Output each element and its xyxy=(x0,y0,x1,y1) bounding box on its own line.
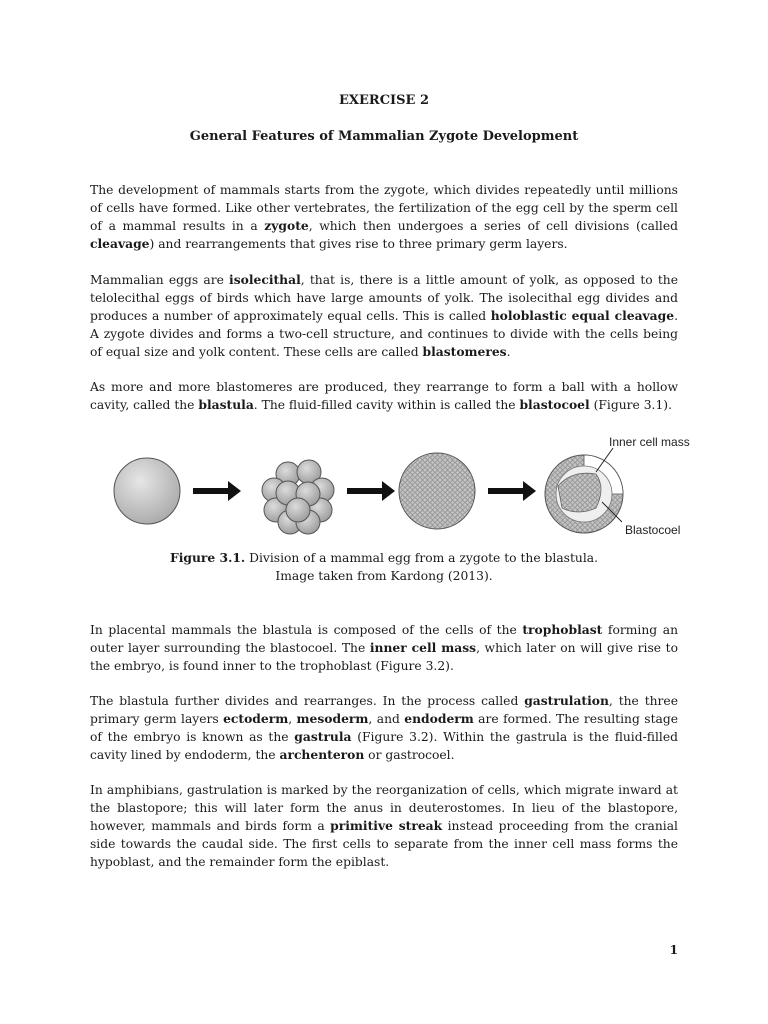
text-run: (Figure 3.2). Within the gastrula is the fluid-filled cavity lined by endoderm, the xyxy=(90,730,678,763)
paragraph-intro xyxy=(90,181,678,253)
caption-line-1 xyxy=(90,549,678,567)
arrow-icon xyxy=(193,481,241,501)
figure-caption xyxy=(90,549,678,585)
text-run: In placental mammals the blastula is composed of the cells of the xyxy=(90,623,523,637)
bold-term: endoderm xyxy=(404,711,474,727)
bold-term: inner cell mass xyxy=(369,640,477,656)
text-run: . A zygote divides and forms a two-cell structure, and continues to divide with the cells being of equal size and yolk content. These cells are called xyxy=(90,309,678,360)
page-number: 1 xyxy=(669,943,678,957)
bold-term: gastrula xyxy=(294,729,352,745)
text-run: , the three primary germ layers xyxy=(90,694,678,727)
paragraph-primitive-streak xyxy=(90,781,678,871)
bold-term: isolecithal xyxy=(229,272,301,287)
text-run: forming an outer layer surrounding the blastocoel. The xyxy=(90,623,678,656)
bold-term: blastocoel xyxy=(519,397,590,413)
text-run: , which later on will give rise to the embryo, is found inner to the trophoblast (Figure 3.2). xyxy=(90,641,678,674)
text-run: (Figure 3.1). xyxy=(589,398,672,413)
multicell-ball-illustration xyxy=(399,453,475,529)
caption-text: Division of a mammal egg from a zygote to the blastula. xyxy=(245,551,599,565)
cleavage-diagram xyxy=(110,430,750,550)
caption-label: Figure 3.1. xyxy=(169,550,246,565)
bold-term: trophoblast xyxy=(522,622,603,637)
exercise-heading: EXERCISE 2 xyxy=(338,93,429,108)
arrow-icon xyxy=(347,481,395,501)
paragraph-blastula xyxy=(90,378,678,414)
text-run: As more and more blastomeres are produced, they rearrange to form a ball with a hollow cavity, called the xyxy=(90,380,678,413)
arrow-icon xyxy=(488,481,536,501)
caption-line-2: Image taken from Kardong (2013). xyxy=(275,569,493,583)
text-run: . xyxy=(506,345,511,360)
paragraph-trophoblast xyxy=(90,621,678,675)
text-run: , xyxy=(288,712,297,727)
figure-3-1 xyxy=(110,430,750,550)
bold-term: blastula xyxy=(198,397,254,413)
bold-term: zygote xyxy=(264,218,309,234)
morula-illustration xyxy=(262,460,334,534)
label-inner-cell-mass: Inner cell mass xyxy=(609,435,690,449)
bold-term: gastrulation xyxy=(524,693,609,708)
paragraph-gastrulation xyxy=(90,692,678,764)
bold-term: blastomeres xyxy=(422,344,507,360)
bold-term: cleavage xyxy=(90,236,150,252)
text-run: ) and rearrangements that gives rise to three primary germ layers. xyxy=(149,237,568,252)
text-run: are formed. The resulting stage of the embryo is known as the xyxy=(90,712,678,745)
text-run: . The fluid-filled cavity within is called the xyxy=(253,398,520,413)
page-title: General Features of Mammalian Zygote Development xyxy=(189,129,579,144)
text-run: The blastula further divides and rearranges. In the process called xyxy=(90,694,525,708)
text-run: instead proceeding from the cranial side towards the caudal side. The first cells to separate from the inner cell mass forms the hypoblast, and the remainder form the epiblast. xyxy=(90,819,678,870)
text-run: , and xyxy=(368,712,405,727)
bold-term: mesoderm xyxy=(296,711,369,727)
bold-term: holoblastic equal cleavage xyxy=(490,308,675,324)
text-run: or gastrocoel. xyxy=(364,748,455,763)
bold-term: archenteron xyxy=(279,747,365,763)
blastula-illustration xyxy=(545,448,623,533)
bold-term: primitive streak xyxy=(330,818,443,834)
text-run: Mammalian eggs are xyxy=(90,273,230,287)
text-run: In amphibians, gastrulation is marked by the reorganization of cells, which migrate inward at the blastopore; this will later form the anus in deuterostomes. In lieu of the blastopore, however, mammals and birds form a xyxy=(90,783,678,834)
label-blastocoel: Blastocoel xyxy=(625,523,681,537)
bold-term: ectoderm xyxy=(223,711,289,727)
text-run: The development of mammals starts from the zygote, which divides repeatedly until millions of cells have formed. Like other vertebrates, the fertilization of the egg cell by the sperm cell of a mammal results in a xyxy=(90,183,678,234)
text-run: , which then undergoes a series of cell divisions (called xyxy=(308,219,678,234)
paragraph-isolecithal xyxy=(90,271,678,361)
text-run: , that is, there is a little amount of yolk, as opposed to the telolecithal eggs of birds which have large amounts of yolk. The isolecithal egg divides and produces a number of approximately equal cells. This is called xyxy=(90,273,678,324)
zygote-illustration xyxy=(114,458,180,524)
